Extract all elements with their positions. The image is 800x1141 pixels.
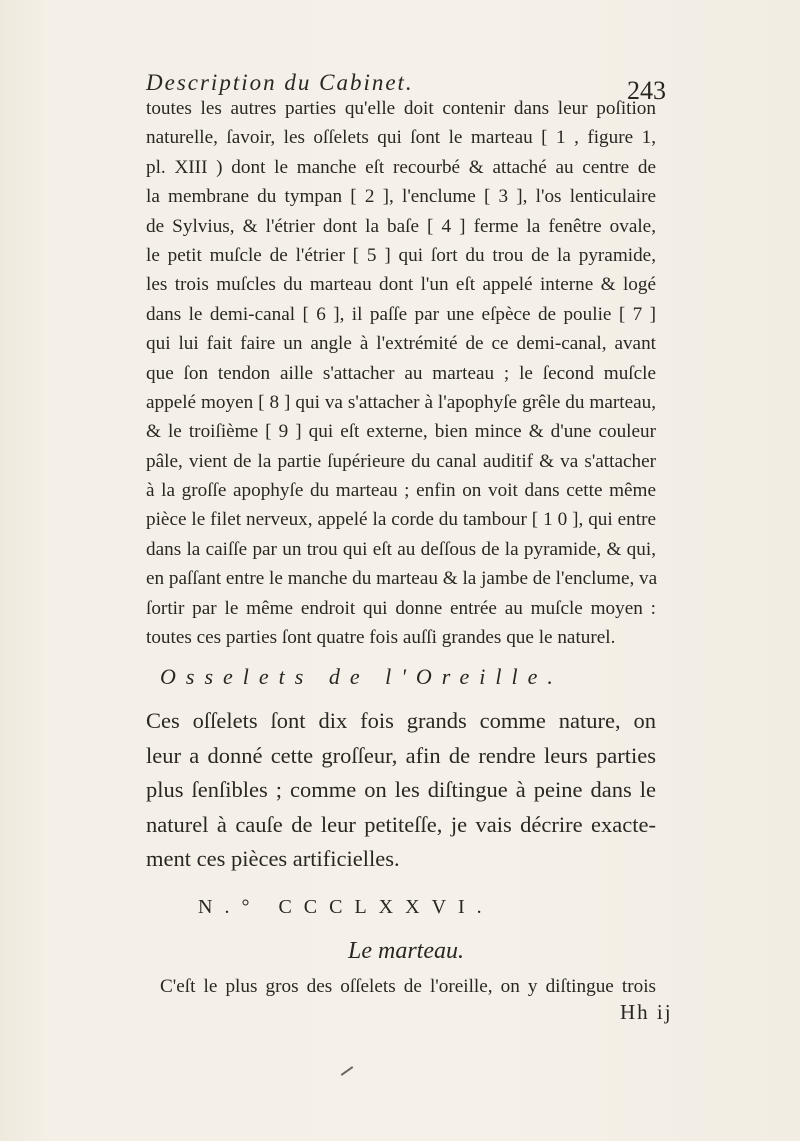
text-line: dans la caiſſe par un trou qui eſt au deſſous de la pyramide, & qui, [146,538,656,560]
text-line: leur a donné cette groſſeur, afin de rendre leurs parties [146,742,656,768]
text-line: toutes les autres parties qu'elle doit contenir dans leur poſition [146,98,656,119]
text-line: la membrane du tympan [ 2 ], l'enclume [ 3 ], l'os lenticulaire [146,186,656,208]
text-line: le petit muſcle de l'étrier [ 5 ] qui ſort du trou de la pyramide, [146,244,656,266]
text-line: à la groſſe apophyſe du marteau ; enfin on voit dans cette même [146,480,656,502]
stray-ink-mark [341,1066,354,1076]
text-line: pâle, vient de la partie ſupérieure du canal auditif & va s'attacher [146,450,656,472]
paragraph-marteau [160,972,656,1001]
text-line: appelé moyen [ 8 ] qui va s'attacher à l'apophyſe grêle du marteau, [146,391,656,413]
text-line: C'eſt le plus gros des oſſelets de l'oreille, on y diſtingue trois [160,976,656,997]
paragraph-parts-description [146,94,656,652]
text-line: & le troiſième [ 9 ] qui eſt externe, bien mince & d'une couleur [146,421,656,443]
text-line: pl. XIII ) dont le manche eſt recourbé & attaché au centre de [146,156,656,178]
text-line: plus ſenſibles ; comme on les diſtingue à peine dans le [146,777,656,802]
text-line: ment ces pièces artificielles. [146,846,400,871]
text-line: Ces oſſelets ſont dix fois grands comme nature, on [146,708,656,733]
item-number: N.° CCCLXXVI. [198,896,494,918]
text-line: toutes ces parties ſont quatre fois auſſi grandes que le naturel. [146,627,616,649]
item-title: Le marteau. [348,938,464,964]
text-line: qui lui fait faire un angle à l'extrémité de ce demi-canal, avant [146,333,656,355]
page-number: 243 [627,76,666,105]
signature-mark: Hh ij [620,1000,673,1024]
text-line: les trois muſcles du marteau dont l'un eſt appelé interne & logé [146,274,656,296]
running-title: Description du Cabinet. [146,70,414,95]
text-line: dans le demi-canal [ 6 ], il paſſe par une eſpèce de poulie [ 7 ] [146,303,656,325]
text-line: naturelle, ſavoir, les oſſelets qui ſont le marteau [ 1 , figure 1, [146,127,656,149]
text-line: que ſon tendon aille s'attacher au marteau ; le ſecond muſcle [146,362,656,384]
text-line: ſortir par le même endroit qui donne entrée au muſcle moyen : [146,597,656,619]
text-line: pièce le filet nerveux, appelé la corde du tambour [ 1 0 ], qui entre [146,509,656,531]
section-heading: Osselets de l'Oreille. [160,664,563,689]
text-line: de Sylvius, & l'étrier dont la baſe [ 4 ] ferme la fenêtre ovale, [146,215,656,237]
text-line: naturel à cauſe de leur petiteſſe, je vais décrire exacte- [146,811,656,837]
paragraph-osselets-intro [146,704,656,877]
text-line: en paſſant entre le manche du marteau & la jambe de l'enclume, va [146,568,658,590]
